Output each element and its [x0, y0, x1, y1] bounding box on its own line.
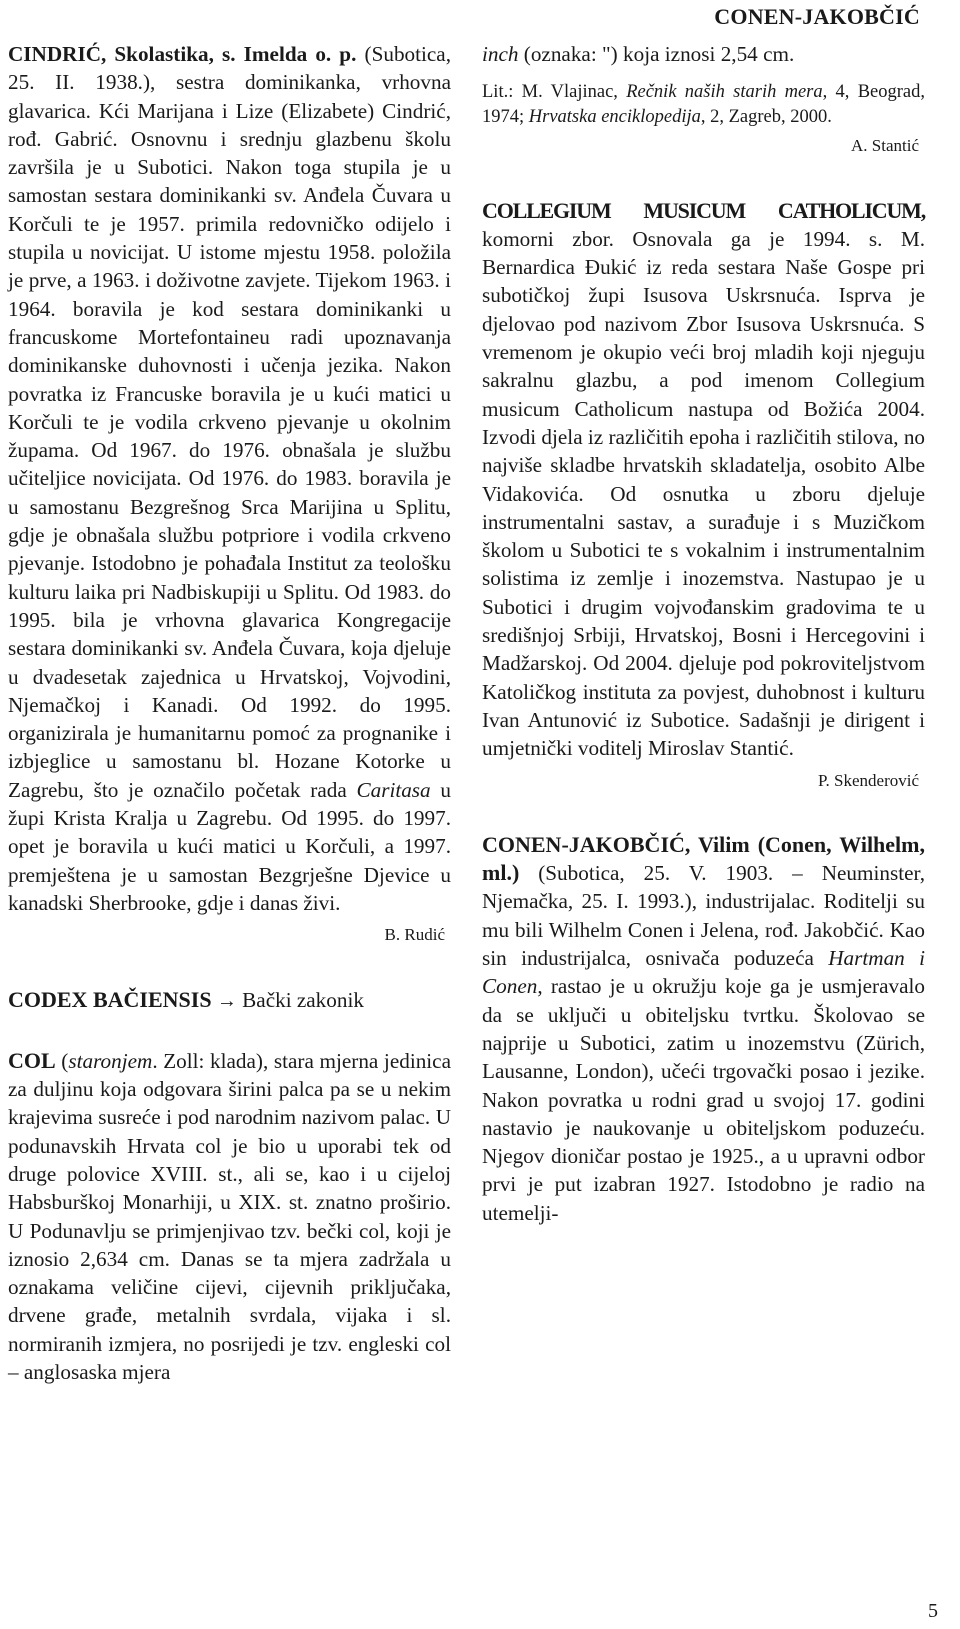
entry-title: CODEX BAČIENSIS: [8, 986, 212, 1012]
entry-title: CINDRIĆ, Skolastika, s. Imelda o. p.: [8, 42, 357, 66]
entry-body-italic: Caritasa: [356, 777, 431, 802]
entry-author: B. Rudić: [384, 925, 445, 945]
entry-body: (Subotica, 25. II. 1938.), sestra dominikanka, vrhovna glavarica. Kći Marijana i Lize (Elizabete) Cindrić, rođ. Gabrić. Osnovnu i srednju glazbenu školu završila je u Subotici. Nakon toga stupila je u samostan sestara dominikanki sv. Anđela Čuvara u Korčuli te je 1957. primila redovničko odijelo i stupila u novicijat. U istome mjestu 1958. položila je prve, a 1963. i doživotne zavjete. Tijekom 1963. i 1964. boravila je kod sestara dominikanki u francuskome Mortefontaineu radi upoznavanja dominikanske duhovnosti i učenja jezika. Nakon povratka iz Francuske boravila je u kući matici u Korčuli te je vodila crkveno pjevanje u okolnim župama. Od 1967. do 1976. obnašala je službu učiteljice novicijata. Od 1976. do 1983. boravila je u samostanu Bezgrešnog Srca Marijina u Splitu, gdje je obnašala službu potpriore i vodila crkveno pjevanje. Istodobno je pohađala Institut za teološku kulturu laika pri Nadbiskupiji u Splitu. Od 1983. do 1995. bila je vrhovna glavarica Kongregacije sestara dominikanki sv. Anđela Čuvara, koja djeluje u dvadesetak zajednica u Hrvatskoj, Vojvodini, Njemačkoj i Kanadi. Od 1992. do 1995. organizirala je humanitarnu pomoć za prognanike i izbjeglice u samostanu bl. Hozane Kotorke u Zagrebu, što je označilo početak rada: [8, 42, 452, 802]
entry-body: . Zoll: klada), stara mjerna jedinica za duljinu koja odgovara širini palca pa se u nekim krajevima susreće i pod narodnim nazivom palac. U podunavskih Hrvata col je bio u uporabi tek od druge polovice XVIII. st., ali se, kao i u cijeloj Habsburškoj Monarhiji, u XIX. st. znatno proširio. U Podunavlju se primjenjivao tzv. bečki col, koji je iznosio 2,634 cm. Danas se ta mjera zadržala u oznakama veličine cijevi, cijevnih priključaka, drvene građe, metalnih svrdala, vijaka i sl. normiranih izmjera, no posrijedi je tzv. engleski col – anglosaska mjera: [8, 1048, 451, 1385]
lit-end: , 2, Zagreb, 2000.: [700, 107, 832, 128]
entry-author: A. Stantić: [851, 136, 919, 156]
running-header: CONEN-JAKOBČIĆ: [714, 4, 920, 29]
entry-body-italic: Hartman i Conen: [482, 946, 925, 999]
cross-reference-link[interactable]: Bački zakonik: [236, 987, 364, 1012]
entry-body-end: , rastao je u okružju koje ga je usmjeravalo da se uključi u obiteljsku tvrtku. Školovao se najprije u Subotici, zatim u inozemstvu (Zürich, Lausanne, London), učeći trgovački posao i jezike. Nakon povratka u rodni grad u svojoj 17. godini nastavio je naukovanje u obiteljskom poduzeću. Njegov dioničar postao je 1925., a u upravni odbor prvi je put izabran 1927. Istodobno je radio na utemelji-: [482, 974, 925, 1225]
literature-reference: [482, 80, 925, 130]
cross-reference-arrow-icon: →: [216, 989, 237, 1012]
entry-codex: [8, 986, 451, 1015]
entry-body: komorni zbor. Osnovala ga je 1994. s. M. Bernardica Đukić iz reda sestara Naše Gospe pri subotičkoj župi Isusova Uskrsnuća. Isprva je djelovao pod nazivom Zbor Isusova Uskrsnuća. S vremenom je okupio veći broj mladih koji njeguju sakralnu glazbu, a pod imenom Collegium musicum Catholicum nastupa od Božića 2004. Izvodi djela iz različitih epoha i različitih stilova, no najviše skladbe hrvatskih skladatelja, osobito Albe Vidakovića. Od osnutka u zboru djeluje instrumentalni sastav, a surađuje i s Muzičkom školom u Subotici te s vokalnim i instrumentalnim solistima iz zemlje i inozemstva. Nastupao je u Subotici i drugim vojvođanskim gradovima te u središnjoj Srbiji, Hrvatskoj, Bosni i Hercegovini i Madžarskoj. Od 2004. djeluje pod pokroviteljstvom Katoličkog instituta za povjest, duhobnost i kulturu Ivan Antunović iz Subotice. Sadašnji je dirigent i umjetnički voditelj Miroslav Stantić.: [482, 226, 926, 761]
lit-title-1: Rečnik naših starih mera: [626, 82, 823, 103]
entry-title: CONEN-JAKOBČIĆ, Vilim (Conen, Wilhelm, ml.): [482, 831, 925, 886]
left-column: [8, 40, 451, 1390]
entry-col: [8, 1047, 451, 1387]
entry-body-end: (oznaka: ") koja iznosi 2,54 cm.: [518, 42, 795, 66]
entry-body-end: u župi Krista Kralja u Zagrebu. Od 1995. do 1997. opet je boravila u kući matici u Korčuli, a 1997. premještena je u samostan Bezgrješne Djevice u kanadski Sherbrooke, gdje i danas živi.: [8, 777, 451, 915]
entry-col-continued: [482, 40, 925, 68]
entry-body-pre: (: [55, 1048, 69, 1073]
lit-prefix: Lit.: M. Vlajinac,: [482, 82, 627, 103]
lit-title-2: Hrvatska enciklopedija: [528, 107, 701, 128]
entry-body-italic: inch: [482, 42, 519, 66]
lit-mid: , 4, Beograd, 1974;: [482, 82, 925, 128]
entry-body: (Subotica, 25. V. 1903. – Neuminster, Njemačka, 25. I. 1993.), industrijalac. Roditelji su mu bili Wilhelm Conen i Jelena, rođ. Jakobčić. Kao sin industrijalca, osnivača poduzeća: [482, 861, 925, 971]
entry-conen: [482, 831, 925, 1227]
page-number: 5: [928, 1600, 938, 1622]
entry-cindric: [8, 40, 451, 917]
entry-collegium: [482, 197, 925, 763]
entry-title: COLLEGIUM MUSICUM CATHOLICUM,: [482, 197, 925, 223]
entry-author: P. Skenderović: [817, 770, 919, 790]
right-column: [482, 40, 925, 1231]
entry-body-italic: staronjem: [68, 1048, 153, 1073]
entry-title: COL: [8, 1047, 56, 1073]
